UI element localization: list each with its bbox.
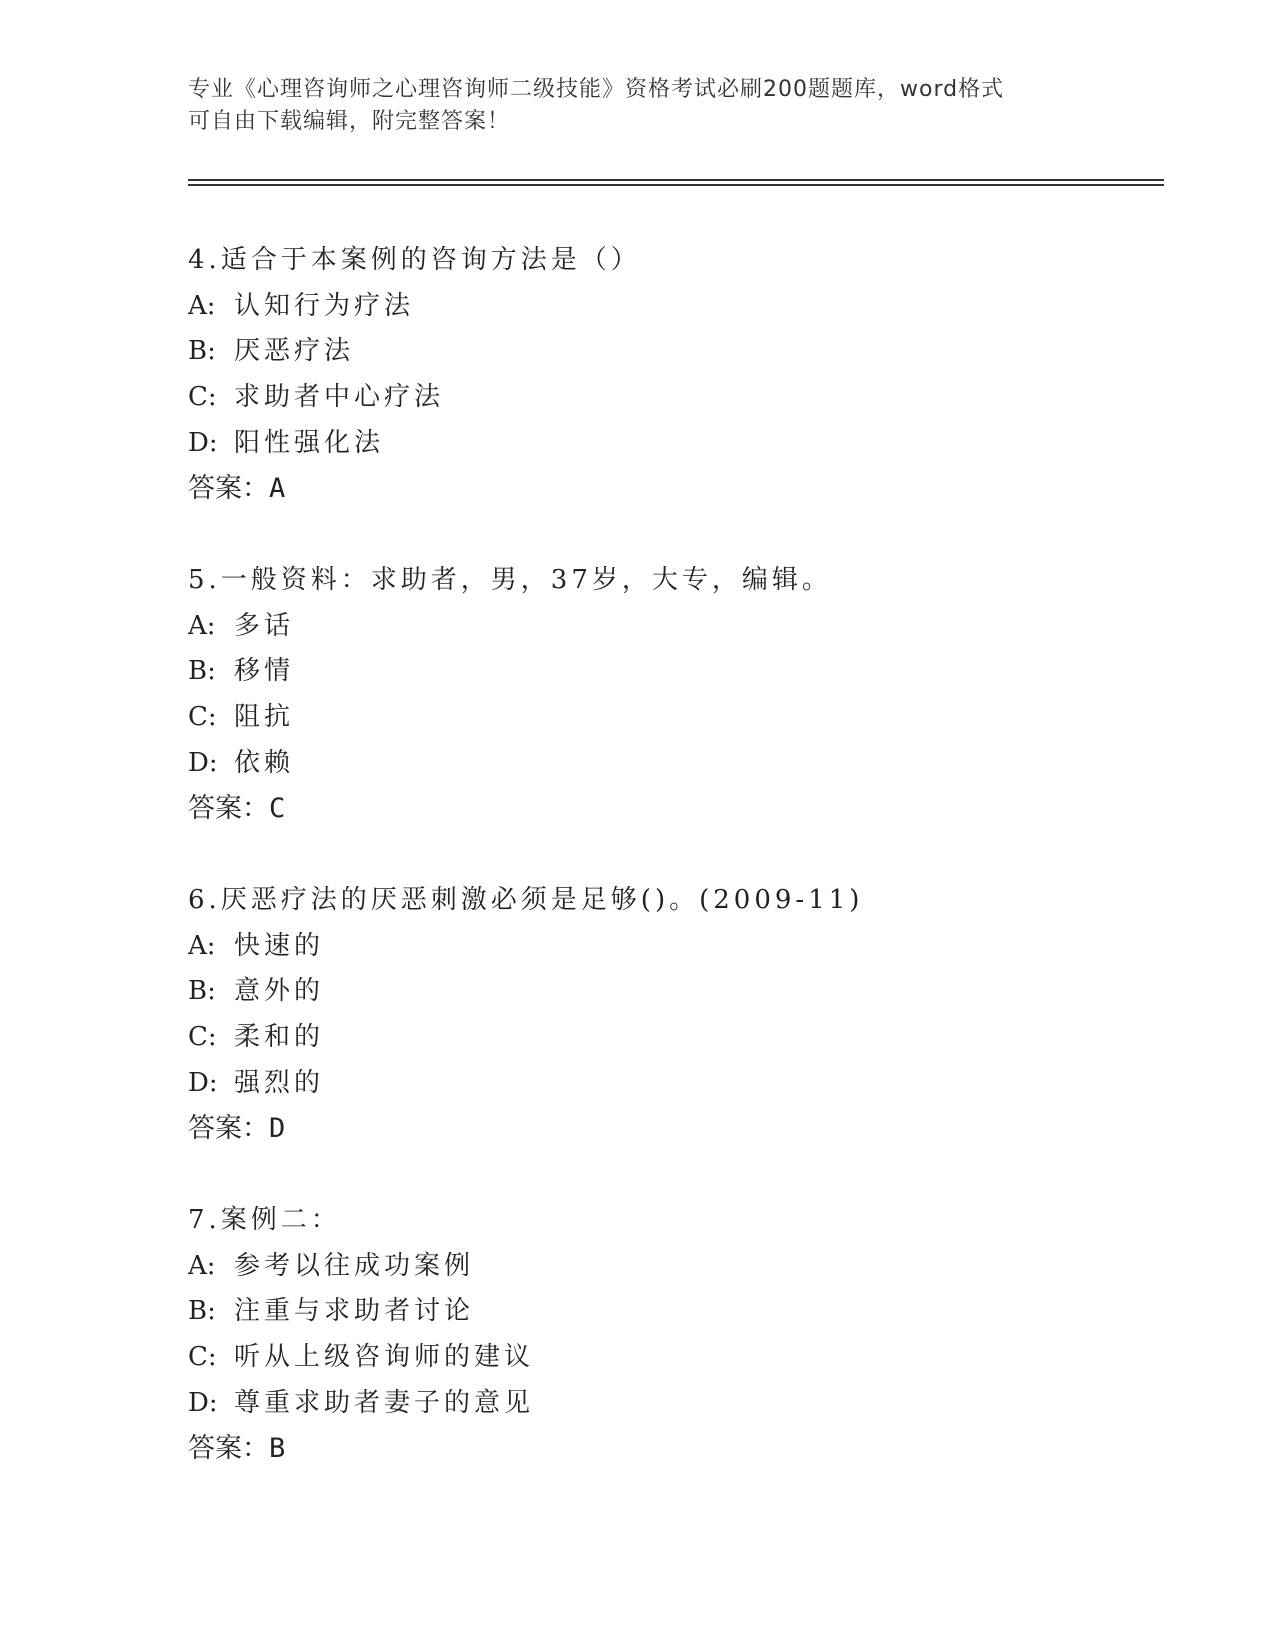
answer-label: 答案： xyxy=(188,1433,269,1465)
option-text: 快速的 xyxy=(234,930,325,961)
option-text: 强烈的 xyxy=(234,1067,325,1098)
option-letter: A: xyxy=(188,290,216,321)
option-letter: B: xyxy=(188,336,216,367)
option-c xyxy=(188,695,1168,741)
question-stem: 7.案例二： xyxy=(188,1205,341,1235)
option-d xyxy=(188,1061,1168,1107)
option-letter: A: xyxy=(188,610,216,641)
answer-line xyxy=(188,1426,1168,1472)
question-stem: 4.适合于本案例的咨询方法是（） xyxy=(188,245,641,275)
option-text: 依赖 xyxy=(234,747,295,778)
option-letter: C: xyxy=(188,382,217,413)
option-letter: D: xyxy=(188,427,218,458)
answer-label: 答案： xyxy=(188,793,269,825)
answer-value: C xyxy=(269,793,286,825)
option-letter: D: xyxy=(188,1387,218,1418)
option-letter: C: xyxy=(188,1342,217,1373)
question-item xyxy=(188,1198,1168,1518)
option-d xyxy=(188,741,1168,787)
option-text: 认知行为疗法 xyxy=(234,290,415,321)
option-d xyxy=(188,421,1168,467)
question-item xyxy=(188,558,1168,878)
option-b xyxy=(188,329,1168,375)
option-letter: A: xyxy=(188,1250,216,1281)
question-stem: 6.厌恶疗法的厌恶刺激必须是足够()。(2009-11) xyxy=(188,885,864,915)
option-text: 移情 xyxy=(234,656,295,687)
option-letter: C: xyxy=(188,702,217,733)
option-c xyxy=(188,1335,1168,1381)
option-d xyxy=(188,1381,1168,1427)
answer-label: 答案： xyxy=(188,473,269,505)
answer-label: 答案： xyxy=(188,1113,269,1145)
header-line-2: 可自由下载编辑，附完整答案！ xyxy=(188,109,511,134)
document-header xyxy=(188,74,1088,138)
answer-value: A xyxy=(269,473,286,505)
option-a xyxy=(188,604,1168,650)
header-divider-top xyxy=(188,179,1164,181)
option-a xyxy=(188,284,1168,330)
option-text: 柔和的 xyxy=(234,1022,325,1053)
option-letter: D: xyxy=(188,747,218,778)
question-item xyxy=(188,238,1168,558)
option-c xyxy=(188,375,1168,421)
option-letter: D: xyxy=(188,1067,218,1098)
option-text: 尊重求助者妻子的意见 xyxy=(234,1387,535,1418)
question-list xyxy=(188,238,1168,1518)
option-a xyxy=(188,1244,1168,1290)
question-item xyxy=(188,878,1168,1198)
option-letter: B: xyxy=(188,656,216,687)
answer-line xyxy=(188,466,1168,512)
header-divider-bottom xyxy=(188,184,1164,186)
option-text: 多话 xyxy=(234,610,295,641)
option-b xyxy=(188,969,1168,1015)
option-b xyxy=(188,649,1168,695)
header-line-1: 专业《心理咨询师之心理咨询师二级技能》资格考试必刷200题题库，word格式 xyxy=(188,77,1005,102)
answer-line xyxy=(188,786,1168,832)
option-letter: B: xyxy=(188,976,216,1007)
option-c xyxy=(188,1015,1168,1061)
option-text: 求助者中心疗法 xyxy=(234,382,445,413)
answer-value: B xyxy=(269,1433,286,1465)
option-text: 听从上级咨询师的建议 xyxy=(234,1342,535,1373)
option-text: 厌恶疗法 xyxy=(234,336,355,367)
option-text: 参考以往成功案例 xyxy=(234,1250,475,1281)
answer-line xyxy=(188,1106,1168,1152)
option-text: 阳性强化法 xyxy=(234,427,385,458)
option-text: 意外的 xyxy=(234,976,325,1007)
option-letter: A: xyxy=(188,930,216,961)
option-text: 阻抗 xyxy=(234,702,295,733)
option-a xyxy=(188,924,1168,970)
option-text: 注重与求助者讨论 xyxy=(234,1296,475,1327)
option-letter: C: xyxy=(188,1022,217,1053)
question-stem: 5.一般资料：求助者，男，37岁，大专，编辑。 xyxy=(188,565,832,595)
answer-value: D xyxy=(269,1113,286,1145)
option-b xyxy=(188,1289,1168,1335)
option-letter: B: xyxy=(188,1296,216,1327)
